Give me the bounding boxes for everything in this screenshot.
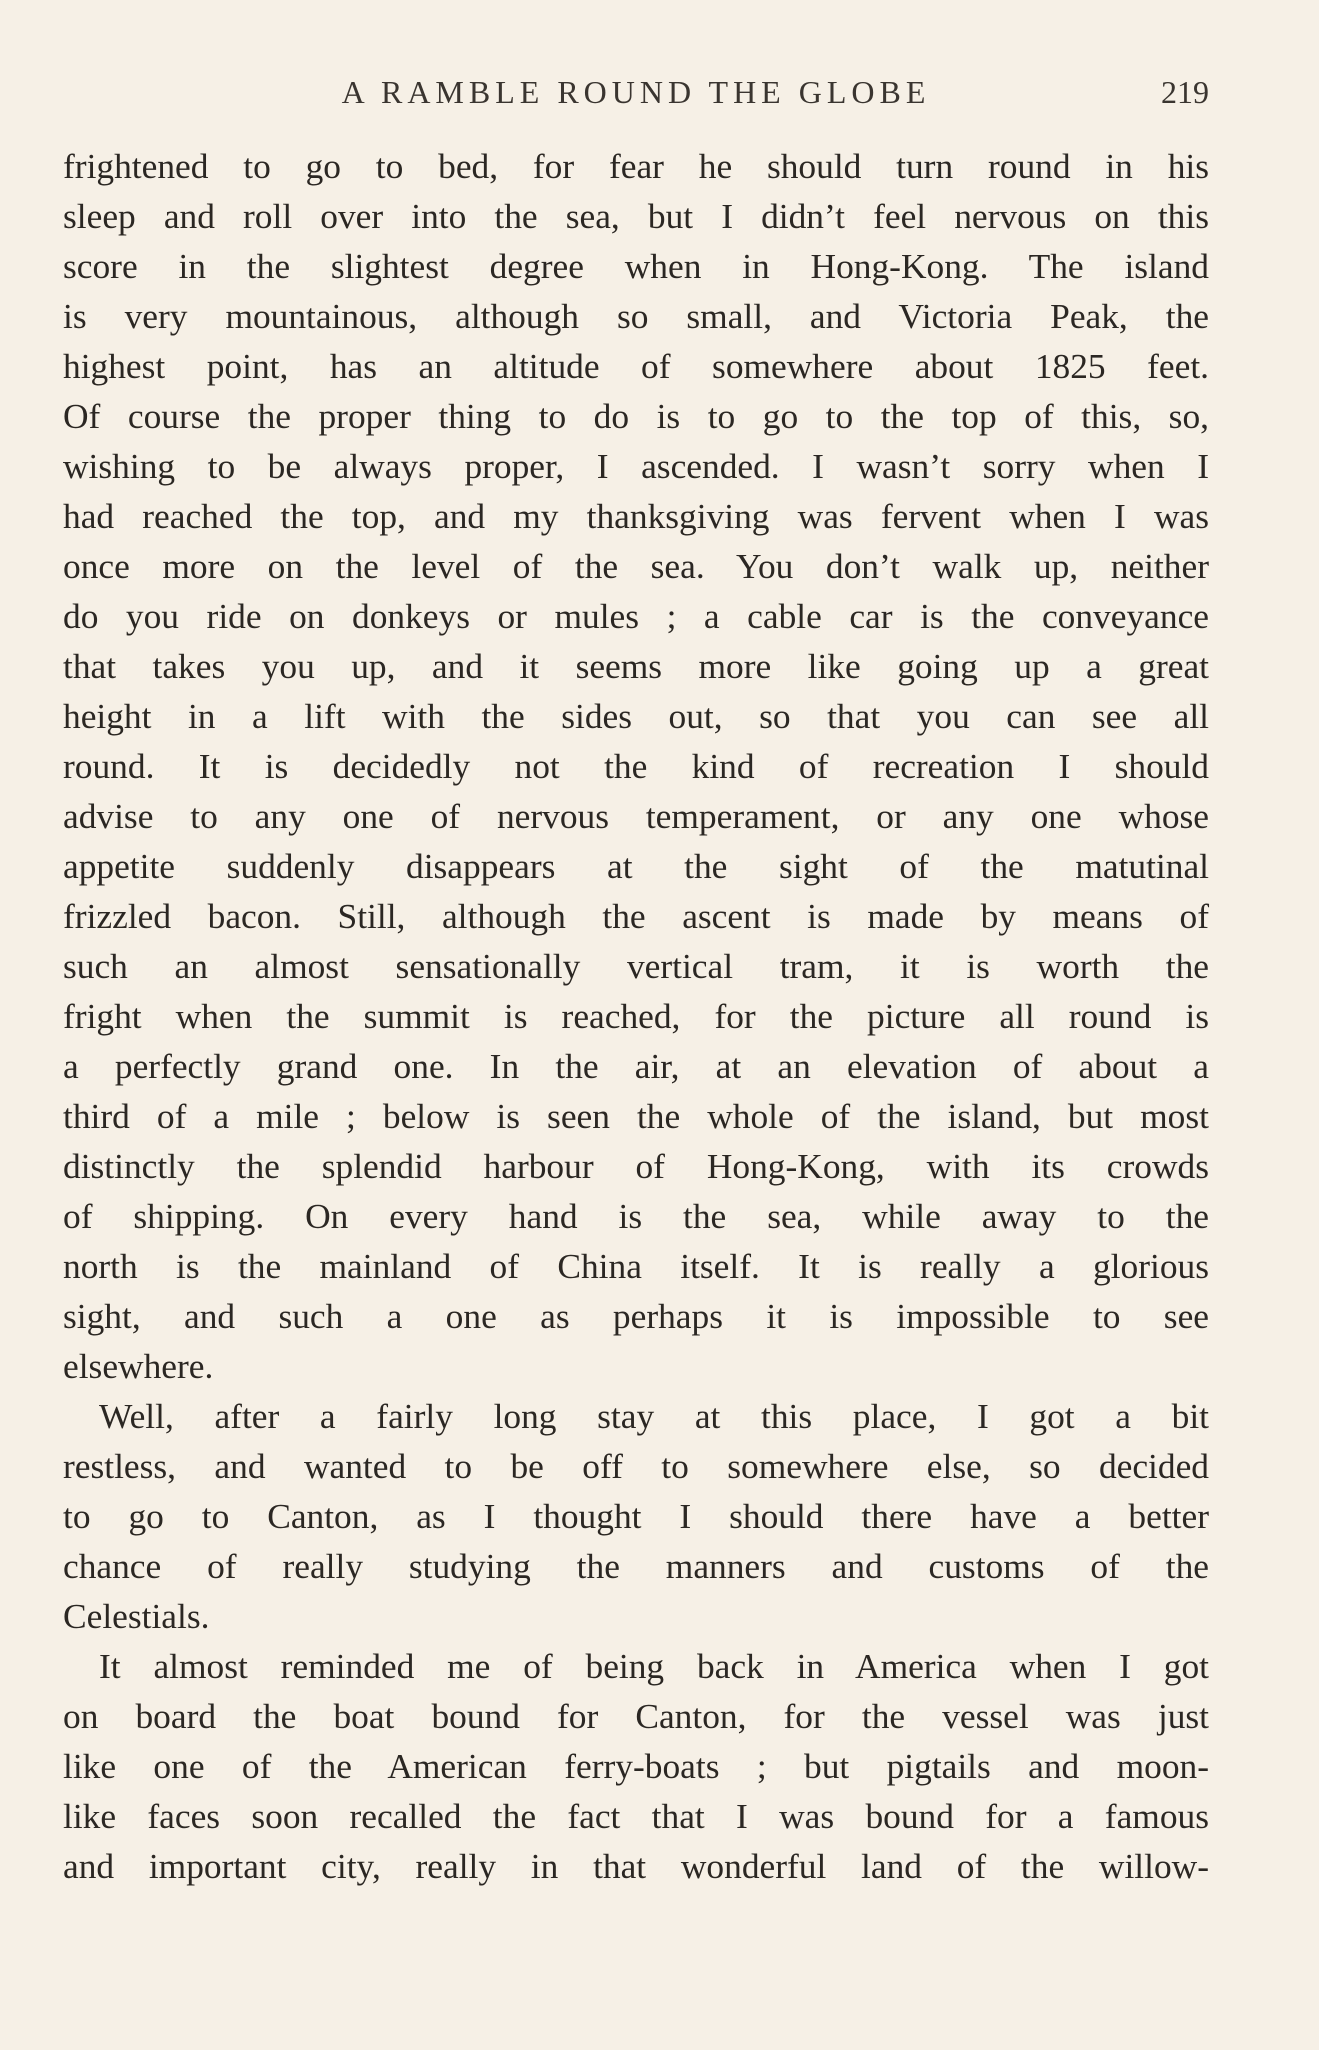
text-line: Celestials. bbox=[63, 1596, 210, 1636]
text-line: It almost reminded me of being back in America when I got bbox=[99, 1646, 1209, 1686]
text-line: to go to Canton, as I thought I should there have a better bbox=[63, 1496, 1209, 1536]
text-line: frightened to go to bed, for fear he should turn round in his bbox=[63, 146, 1209, 186]
text-line: like one of the American ferry-boats ; but pigtails and moon- bbox=[63, 1746, 1209, 1786]
running-title: A RAMBLE ROUND THE GLOBE bbox=[341, 74, 931, 110]
text-line: once more on the level of the sea. You don’t walk up, neither bbox=[63, 546, 1209, 586]
body-text bbox=[63, 141, 1209, 1891]
text-line: such an almost sensationally vertical tram, it is worth the bbox=[63, 946, 1209, 986]
paragraph bbox=[63, 1391, 1209, 1641]
text-line: third of a mile ; below is seen the whole of the island, but most bbox=[63, 1096, 1209, 1136]
text-line: Well, after a fairly long stay at this place, I got a bit bbox=[99, 1396, 1209, 1436]
text-line: appetite suddenly disappears at the sight of the matutinal bbox=[63, 846, 1209, 886]
page-number: 219 bbox=[1161, 74, 1209, 110]
text-line: north is the mainland of China itself. It is really a glorious bbox=[63, 1246, 1209, 1286]
text-line: that takes you up, and it seems more like going up a great bbox=[63, 646, 1209, 686]
text-line: and important city, really in that wonderful land of the willow- bbox=[63, 1846, 1209, 1886]
text-line: had reached the top, and my thanksgiving was fervent when I was bbox=[63, 496, 1209, 536]
paragraph bbox=[63, 1641, 1209, 1891]
text-line: highest point, has an altitude of somewhere about 1825 feet. bbox=[63, 346, 1209, 386]
text-line: score in the slightest degree when in Hong-Kong. The island bbox=[63, 246, 1209, 286]
text-line: sleep and roll over into the sea, but I didn’t feel nervous on this bbox=[63, 196, 1209, 236]
text-line: of shipping. On every hand is the sea, while away to the bbox=[63, 1196, 1209, 1236]
text-line: fright when the summit is reached, for the picture all round is bbox=[63, 996, 1209, 1036]
text-line: wishing to be always proper, I ascended. I wasn’t sorry when I bbox=[63, 446, 1209, 486]
text-line: do you ride on donkeys or mules ; a cable car is the conveyance bbox=[63, 596, 1209, 636]
book-page bbox=[63, 70, 1209, 1891]
text-line: height in a lift with the sides out, so that you can see all bbox=[63, 696, 1209, 736]
text-line: sight, and such a one as perhaps it is impossible to see bbox=[63, 1296, 1209, 1336]
text-line: elsewhere. bbox=[63, 1346, 214, 1386]
text-line: advise to any one of nervous temperament, or any one whose bbox=[63, 796, 1209, 836]
text-line: Of course the proper thing to do is to go to the top of this, so, bbox=[63, 396, 1209, 436]
page-header bbox=[63, 70, 1209, 120]
text-line: distinctly the splendid harbour of Hong-Kong, with its crowds bbox=[63, 1146, 1209, 1186]
paragraph bbox=[63, 141, 1209, 1391]
text-line: chance of really studying the manners and customs of the bbox=[63, 1546, 1209, 1586]
text-line: round. It is decidedly not the kind of recreation I should bbox=[63, 746, 1209, 786]
text-line: is very mountainous, although so small, and Victoria Peak, the bbox=[63, 296, 1209, 336]
text-line: frizzled bacon. Still, although the ascent is made by means of bbox=[63, 896, 1209, 936]
text-line: like faces soon recalled the fact that I was bound for a famous bbox=[63, 1796, 1209, 1836]
text-line: restless, and wanted to be off to somewhere else, so decided bbox=[63, 1446, 1209, 1486]
text-line: a perfectly grand one. In the air, at an elevation of about a bbox=[63, 1046, 1209, 1086]
text-line: on board the boat bound for Canton, for the vessel was just bbox=[63, 1696, 1209, 1736]
